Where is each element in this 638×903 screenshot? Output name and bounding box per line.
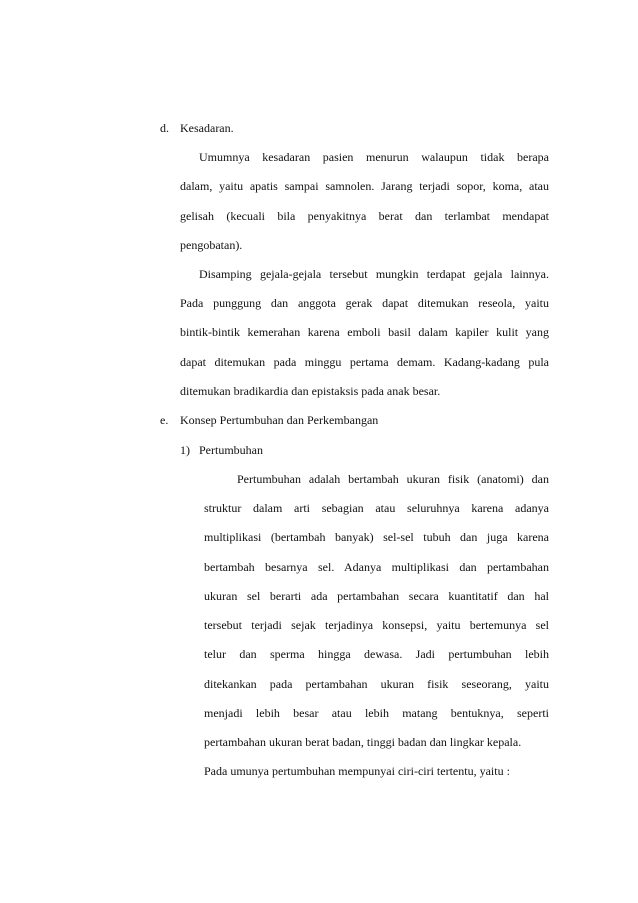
paragraph-line: bintik-bintik kemerahan karena emboli basil dalam kapiler kulit yang [180, 325, 549, 339]
paragraph-line: ukuran sel berarti ada pertambahan secara kuantitatif dan hal [204, 589, 549, 603]
paragraph-line: pengobatan). [180, 238, 243, 252]
section-e-marker: e. [160, 413, 169, 427]
paragraph-line: Pada punggung dan anggota gerak dapat ditemukan reseola, yaitu [180, 296, 549, 310]
paragraph-line: ditemukan bradikardia dan epistaksis pada anak besar. [180, 384, 441, 398]
paragraph-line: dalam, yaitu apatis sampai samnolen. Jarang terjadi sopor, koma, atau [180, 179, 549, 193]
paragraph-line: ditekankan pada pertambahan ukuran fisik seseorang, yaitu [204, 677, 549, 691]
section-e-heading: Konsep Pertumbuhan dan Perkembangan [180, 413, 379, 427]
paragraph-line: menjadi lebih besar atau lebih matang bentuknya, seperti [204, 706, 549, 720]
paragraph-line: dapat ditemukan pada minggu pertama demam. Kadang-kadang pula [180, 355, 549, 369]
paragraph-line: pertambahan ukuran berat badan, tinggi badan dan lingkar kepala. [204, 735, 522, 749]
paragraph-line: Disamping gejala-gejala tersebut mungkin terdapat gejala lainnya. [199, 267, 549, 281]
paragraph-line: multiplikasi (bertambah banyak) sel-sel tubuh dan juga karena [204, 530, 549, 544]
paragraph-line: Pertumbuhan adalah bertambah ukuran fisik (anatomi) dan [237, 472, 549, 486]
subsection-1-heading: Pertumbuhan [199, 443, 263, 457]
subsection-1-marker: 1) [180, 443, 190, 457]
paragraph-line: tersebut terjadi sejak terjadinya konsepsi, yaitu bertemunya sel [204, 618, 549, 632]
section-d-heading: Kesadaran. [180, 121, 234, 135]
paragraph-line: Umumnya kesadaran pasien menurun walaupun tidak berapa [199, 150, 549, 164]
paragraph-line: struktur dalam arti sebagian atau seluruhnya karena adanya [204, 501, 549, 515]
paragraph-line: bertambah besarnya sel. Adanya multiplikasi dan pertambahan [204, 560, 549, 574]
paragraph-line: telur dan sperma hingga dewasa. Jadi pertumbuhan lebih [204, 647, 549, 661]
paragraph-line: Pada umunya pertumbuhan mempunyai ciri-ciri tertentu, yaitu : [204, 764, 510, 778]
paragraph-line: gelisah (kecuali bila penyakitnya berat dan terlambat mendapat [180, 209, 549, 223]
section-d-marker: d. [160, 121, 169, 135]
